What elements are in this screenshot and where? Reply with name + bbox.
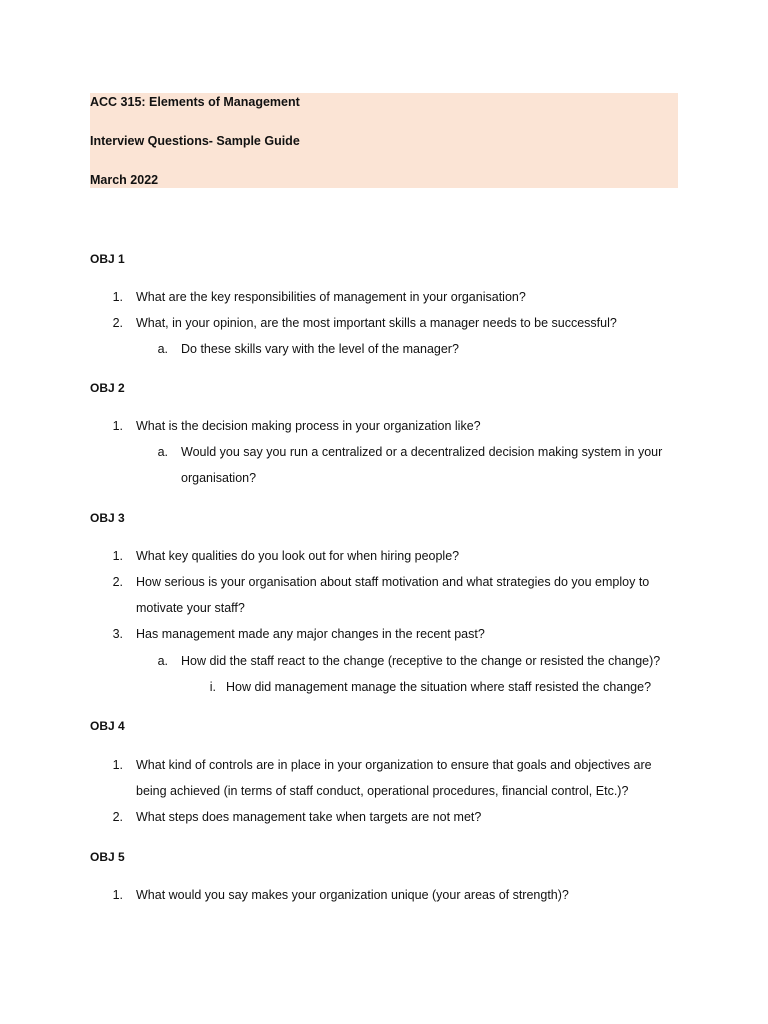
question-text: How did the staff react to the change (receptive to the change or resisted the change)?	[181, 654, 661, 668]
list-marker: a.	[157, 445, 168, 459]
list-marker: 1.	[112, 290, 123, 304]
question-text: organisation?	[181, 471, 257, 485]
list-marker: i.	[209, 680, 216, 694]
question-text: How serious is your organisation about staff motivation and what strategies do you employ to	[136, 575, 650, 589]
question-text: What are the key responsibilities of management in your organisation?	[136, 290, 526, 304]
list-marker: 1.	[112, 758, 123, 772]
question-text: motivate your staff?	[136, 601, 245, 615]
list-marker: 1.	[112, 888, 123, 902]
list-marker: 2.	[112, 810, 123, 824]
list-marker: 2.	[112, 316, 123, 330]
question-text: What steps does management take when targets are not met?	[136, 810, 482, 824]
question-text: What key qualities do you look out for when hiring people?	[136, 549, 460, 563]
list-marker: 1.	[112, 419, 123, 433]
list-marker: a.	[157, 342, 168, 356]
question-text: Has management made any major changes in the recent past?	[136, 627, 485, 641]
document-subtitle: Interview Questions- Sample Guide	[90, 134, 300, 148]
question-text: What would you say makes your organization unique (your areas of strength)?	[136, 888, 569, 902]
list-marker: a.	[157, 654, 168, 668]
question-text: What is the decision making process in your organization like?	[136, 419, 481, 433]
question-text: What, in your opinion, are the most important skills a manager needs to be successful?	[136, 316, 617, 330]
question-text: Do these skills vary with the level of the manager?	[181, 342, 459, 356]
objective-heading-4: OBJ 4	[90, 719, 125, 733]
list-marker: 1.	[112, 549, 123, 563]
document-date: March 2022	[90, 173, 159, 187]
objective-heading-3: OBJ 3	[90, 511, 125, 525]
objective-heading-1: OBJ 1	[90, 252, 125, 266]
list-marker: 3.	[112, 627, 123, 641]
list-marker: 2.	[112, 575, 123, 589]
question-text: being achieved (in terms of staff conduct, operational procedures, financial control, Etc.)?	[136, 784, 629, 798]
question-text: What kind of controls are in place in your organization to ensure that goals and objectives are	[136, 758, 652, 772]
objective-heading-2: OBJ 2	[90, 381, 125, 395]
objective-heading-5: OBJ 5	[90, 850, 125, 864]
course-title: ACC 315: Elements of Management	[90, 95, 300, 109]
question-text: Would you say you run a centralized or a decentralized decision making system in your	[181, 445, 663, 459]
question-text: How did management manage the situation where staff resisted the change?	[226, 680, 652, 694]
